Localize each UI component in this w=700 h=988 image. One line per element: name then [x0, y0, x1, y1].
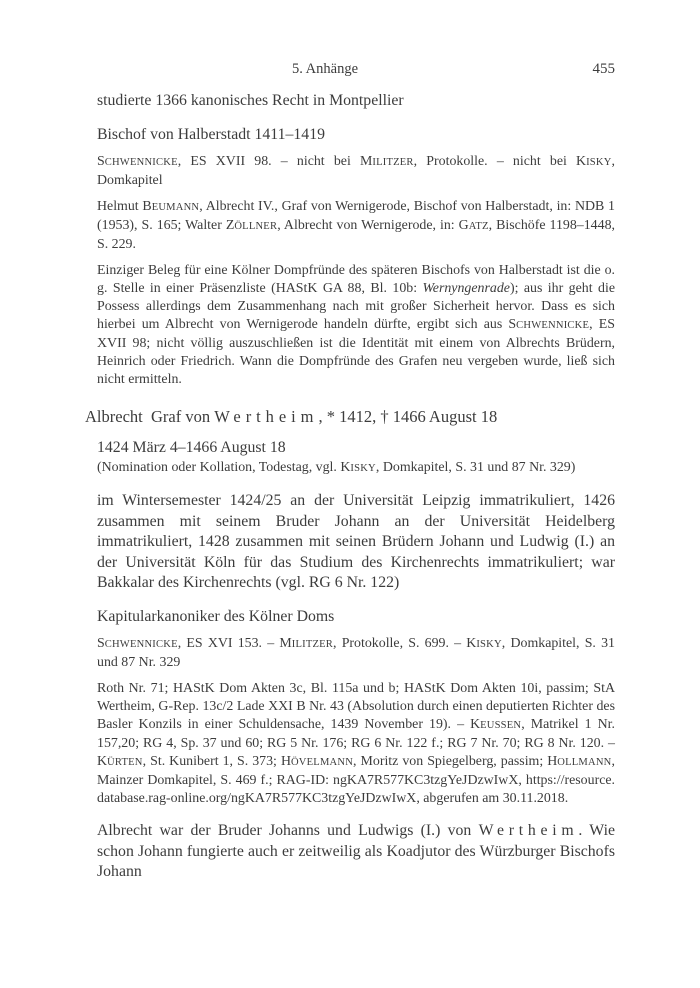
page-content [85, 91, 615, 883]
page-number: 455 [592, 61, 615, 77]
small-caps-rest: ILITZER [372, 157, 414, 168]
small-caps-rest: OLLMANN [557, 757, 612, 768]
line-tenure-dates: 1424 März 4–1466 August 18 [97, 439, 286, 456]
ref-beumann-zoellner: Helmut BEUMANN, Albrecht IV., Graf von Wernigerode, Bischof von Halberstadt, in: NDB 1 (1953), S. 165; Walter ZÖLLNER, Albrecht von Wernigerode, in: GATZ, Bischöfe 1198–1448, S. 229. [97, 199, 616, 252]
small-caps-name: MILITZER [359, 154, 414, 169]
running-section-title: 5. Anhänge [291, 61, 359, 77]
line-studied-montpellier: studierte 1366 kanonisches Recht in Montpellier [97, 92, 404, 109]
small-caps-name: MILITZER [279, 636, 334, 651]
para-university-studies: im Wintersemester 1424/25 an der Universität Leipzig immatrikuliert, 1426 zusammen mit seinem Bruder Johann an der Universität Heidelberg immatrikuliert, 1428 zusammen mit seinen Brüdern Johann und Ludwig (I.) an der Universität Köln für das Studium des Kirchenrechts immatrikuliert; war Bakkalar des Kirchenrechts (vgl. RG 6 Nr. 122) [97, 492, 615, 591]
note-nomination-source: (Nomination oder Kollation, Todestag, vgl. KISKY, Domkapitel, S. 31 und 87 Nr. 329) [97, 460, 576, 475]
small-caps-name: ZÖLLNER [225, 218, 278, 233]
small-caps-rest: ÖLLNER [234, 221, 278, 232]
small-caps-rest: CHWENNICKE [104, 639, 178, 650]
small-caps-name: KISKY [576, 154, 612, 169]
small-caps-name: SCHWENNICKE [508, 317, 590, 332]
letterspaced-name: Wertheim [478, 822, 579, 839]
small-caps-name: KISKY [466, 636, 502, 651]
letterspaced-name: Wertheim [214, 407, 319, 426]
small-caps-rest: ILITZER [291, 639, 334, 650]
small-caps-name: HÖVELMANN [280, 754, 354, 769]
small-caps-name: SCHWENNICKE [97, 636, 178, 651]
small-caps-rest: EUSSEN [480, 720, 522, 731]
small-caps-name: HOLLMANN [547, 754, 612, 769]
small-caps-rest: ISKY [476, 639, 502, 650]
small-caps-name: SCHWENNICKE [97, 154, 178, 169]
small-caps-rest: CHWENNICKE [104, 157, 178, 168]
entry-heading-albrecht-von-wertheim: Albrecht Graf von Wertheim, * 1412, † 1466 August 18 [85, 407, 498, 426]
para-albrecht-biography: Albrecht war der Bruder Johanns und Ludwigs (I.) von Wertheim. Wie schon Johann fungierte auch er zeitweilig als Koadjutor des Würzburger Bischofs Johann [97, 822, 615, 880]
small-caps-rest: ISKY [350, 463, 376, 474]
line-bishop-halberstadt: Bischof von Halberstadt 1411–1419 [97, 125, 325, 143]
small-caps-rest: ISKY [586, 157, 612, 168]
line-kapitularkanoniker: Kapitularkanoniker des Kölner Doms [97, 607, 335, 625]
ref-sources-literature: Roth Nr. 71; HAStK Dom Akten 3c, Bl. 115a und b; HAStK Dom Akten 10i, passim; StA Wertheim, G-Rep. 13c/2 Lade XXI B Nr. 43 (Absolution durch einen deputierten Richter des Basler Konzils in einer Schuldensache, 1439 November 19). – KEUSSEN, Matrikel 1 Nr. 157,20; RG 4, Sp. 37 und 60; RG 5 Nr. 176; RG 6 Nr. 122 f.; RG 7 Nr. 70; RG 8 Nr. 120. – KÜRTEN, St. Kunibert 1, S. 373; HÖVELMANN, Moritz von Spiegelberg, passim; HOLLMANN, Mainzer Domkapitel, S. 469 f.; RAG-ID: ngKA7R577KC3tzgYeJDzwIwX, https://resource.database.rag-online.org/ngKA7R577KC3tzgYeJDzwIwX, abgerufen am 30.11.2018. [97, 681, 615, 806]
ref-schwennicke-militzer-kisky-2: SCHWENNICKE, ES XVI 153. – MILITZER, Protokolle, S. 699. – KISKY, Domkapitel, S. 31 und 87 Nr. 329 [97, 636, 615, 670]
page-header [85, 60, 615, 78]
small-caps-name: KISKY [340, 460, 376, 475]
small-caps-name: GATZ [458, 218, 489, 233]
breakable-identifier: ngKA7R577KC3tzgYeJDzwIwX [333, 773, 519, 788]
small-caps-name: BEUMANN [142, 199, 200, 214]
italic-term: Wernyngenrade [422, 281, 510, 296]
small-caps-name: KÜRTEN [97, 754, 143, 769]
small-caps-rest: EUMANN [151, 202, 200, 213]
small-caps-rest: ÖVELMANN [290, 757, 354, 768]
breakable-identifier: https://resource.database.rag-online.org/ngKA7R577KC3tzgYeJDzwIwX [97, 773, 615, 806]
ref-schwennicke-militzer-kisky: SCHWENNICKE, ES XVII 98. – nicht bei MILITZER, Protokolle. – nicht bei KISKY, Domkapitel [97, 154, 616, 188]
small-caps-name: KEUSSEN [470, 717, 522, 732]
small-caps-rest: ÜRTEN [107, 757, 143, 768]
small-caps-rest: ATZ [468, 221, 489, 232]
note-cologne-prebend: Einziger Beleg für eine Kölner Dompfründe des späteren Bischofs von Halberstadt ist die o. g. Stelle in einer Präsenzliste (HAStK GA 88, Bl. 10b: Wernyngenrade); aus ihr geht die Possess allerdings dem Zusammenhang nach mit großer Sicherheit hervor. Dass es sich hierbei um Albrecht von Wernigerode handeln dürfte, ergibt sich aus SCHWENNICKE, ES XVII 98; nicht völlig auszuschließen ist die Identität mit einem von Albrechts Brüdern, Heinrich oder Friedrich. Wann die Dompfründe des Grafen neu vergeben wurde, ließ sich nicht ermitteln. [97, 263, 616, 387]
small-caps-rest: CHWENNICKE [516, 320, 590, 331]
